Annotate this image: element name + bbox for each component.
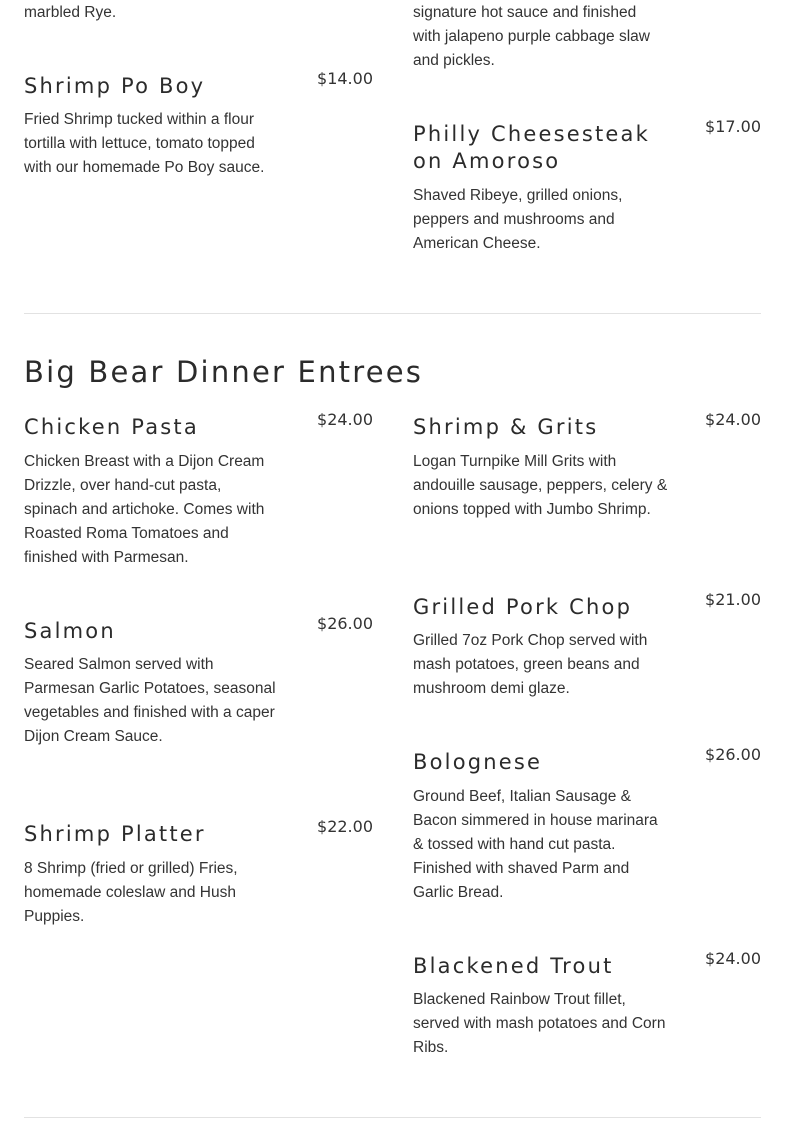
menu-item-price: $22.00 [317, 817, 373, 836]
section-title: Big Bear Dinner Entrees [24, 355, 424, 389]
menu-item-description: Fried Shrimp tucked within a flour tortilla with lettuce, tomato topped with our homemade Po Boy sauce. [24, 111, 265, 176]
section-divider [24, 1117, 761, 1118]
menu-item-name: Shrimp Po Boy [24, 74, 206, 98]
menu-item-name: Shrimp Platter [24, 822, 206, 846]
menu-item-description: Chicken Breast with a Dijon Cream Drizzle, over hand-cut pasta, spinach and artichoke. Comes with Roasted Roma Tomatoes and finished with Parmesan. [24, 453, 265, 566]
menu-item-philly-cheesesteak [413, 117, 761, 261]
menu-item-name: Chicken Pasta [24, 415, 199, 439]
menu-item-name: Shrimp & Grits [413, 415, 599, 439]
previous-item-description-fragment: signature hot sauce and finished with jalapeno purple cabbage slaw and pickles. [413, 4, 650, 69]
menu-item-price: $24.00 [705, 949, 761, 968]
menu-item-price: $26.00 [317, 614, 373, 633]
menu-item-price: $21.00 [705, 590, 761, 609]
menu-item-bolognese [413, 745, 761, 909]
menu-item-name: Salmon [24, 619, 116, 643]
menu-item-description: Logan Turnpike Mill Grits with andouille sausage, peppers, celery & onions topped with Jumbo Shrimp. [413, 453, 668, 518]
menu-item-description: Blackened Rainbow Trout fillet, served with mash potatoes and Corn Ribs. [413, 991, 666, 1056]
menu-item-name: Bolognese [413, 750, 543, 774]
menu-item-price: $14.00 [317, 69, 373, 88]
menu-item-description: Shaved Ribeye, grilled onions, peppers and mushrooms and American Cheese. [413, 187, 623, 252]
previous-item-description-fragment: marbled Rye. [24, 4, 117, 21]
menu-item-price: $24.00 [705, 410, 761, 429]
menu-item-blackened-trout [413, 949, 761, 1063]
menu-item-description: Seared Salmon served with Parmesan Garlic Potatoes, seasonal vegetables and finished with a caper Dijon Cream Sauce. [24, 656, 276, 745]
menu-item-price: $17.00 [705, 117, 761, 136]
menu-item-shrimp-grits [413, 410, 761, 544]
menu-item-grilled-pork-chop [413, 590, 761, 704]
menu-item-description: Grilled 7oz Pork Chop served with mash potatoes, green beans and mushroom demi glaze. [413, 632, 648, 697]
menu-item-description: 8 Shrimp (fried or grilled) Fries, homemade coleslaw and Hush Puppies. [24, 860, 238, 925]
menu-item-shrimp-po-boy [24, 69, 373, 183]
menu-item-salmon [24, 614, 373, 758]
menu-item-price: $26.00 [705, 745, 761, 764]
menu-item-shrimp-platter [24, 817, 373, 931]
menu-item-name: Philly Cheesesteak on Amoroso [413, 122, 650, 173]
section-divider [24, 313, 761, 314]
menu-item-name: Grilled Pork Chop [413, 595, 633, 619]
menu-item-chicken-pasta [24, 410, 373, 574]
menu-item-name: Blackened Trout [413, 954, 614, 978]
menu-item-description: Ground Beef, Italian Sausage & Bacon simmered in house marinara & tossed with hand cut pasta. Finished with shaved Parm and Garlic Bread. [413, 788, 658, 901]
menu-item-price: $24.00 [317, 410, 373, 429]
